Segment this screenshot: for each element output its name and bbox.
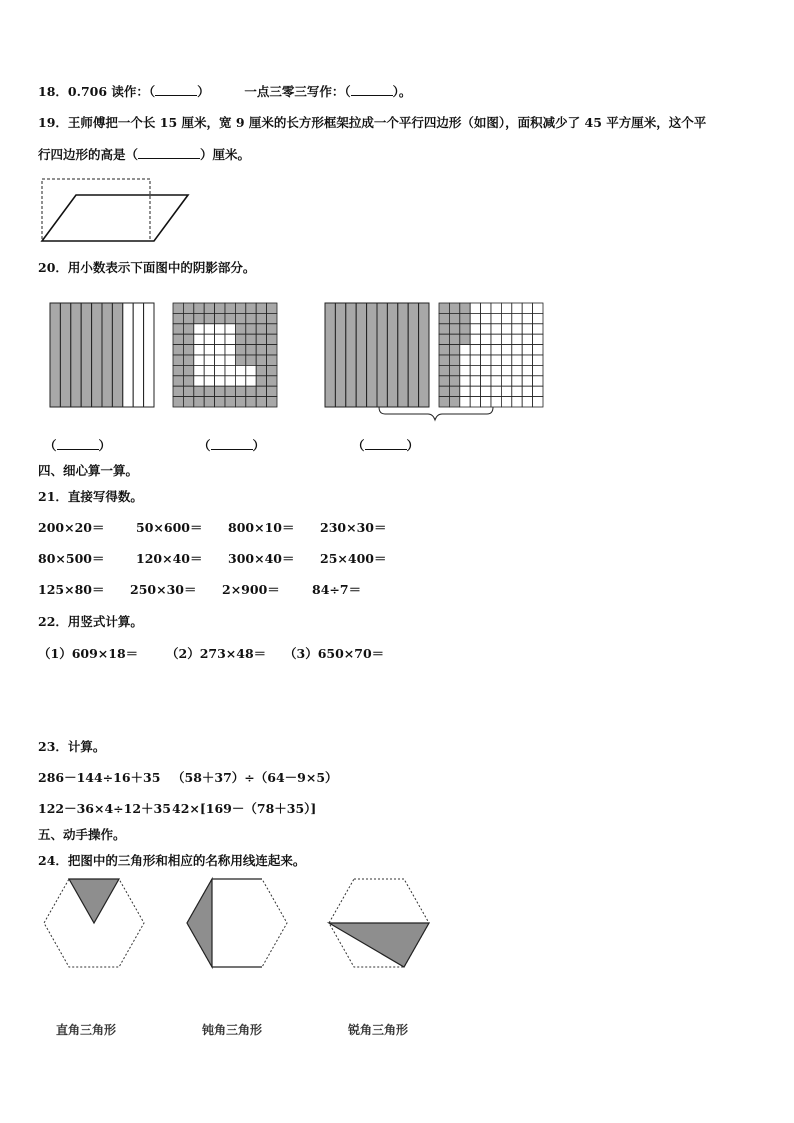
label-right-triangle[interactable]: 直角三角形: [56, 1023, 117, 1037]
grid-cell: [204, 313, 214, 323]
grid-cell: [470, 324, 480, 334]
grid-cell: [460, 365, 470, 375]
grid-cell: [449, 365, 459, 375]
strip-cell: [387, 303, 397, 407]
hexagon-figure-3: [323, 875, 435, 975]
grid-cell: [246, 386, 256, 396]
q21-row3-item4: 84÷7＝: [312, 582, 362, 597]
grid-cell: [512, 397, 522, 407]
grid-cell: [522, 386, 532, 396]
grid-cell: [491, 365, 501, 375]
grid-cell: [173, 376, 183, 386]
grid-cell: [183, 334, 193, 344]
grid-cell: [225, 397, 235, 407]
grid-cell: [491, 376, 501, 386]
grid-cell: [501, 345, 511, 355]
grid-cell: [491, 397, 501, 407]
q23-row2-item1: 122－36×4÷12＋35: [38, 801, 171, 816]
grid-cell: [522, 355, 532, 365]
grid-cell: [460, 376, 470, 386]
grid-cell: [470, 334, 480, 344]
grid-cell: [460, 386, 470, 396]
grid-cell: [533, 324, 543, 334]
grid-cell: [522, 334, 532, 344]
grid-cell: [512, 355, 522, 365]
question-24: 24．把图中的三角形和相应的名称用线连起来。: [38, 853, 306, 868]
grid-cell: [173, 365, 183, 375]
paren-open: （: [352, 438, 365, 453]
q21-row1-item4: 230×30＝: [320, 520, 387, 535]
grid-cell: [235, 313, 245, 323]
grid-cell: [533, 376, 543, 386]
grid-cell: [267, 313, 277, 323]
grid-cell: [522, 397, 532, 407]
grid-cell: [449, 355, 459, 365]
grid-cell: [215, 324, 225, 334]
shaded-triangle: [187, 879, 212, 967]
q21-row1-item3: 800×10＝: [228, 520, 295, 535]
q18-number: 18．: [38, 84, 68, 99]
grid-cell: [533, 334, 543, 344]
grid-cell: [491, 334, 501, 344]
shaded-triangle: [69, 879, 119, 923]
strip-cell: [356, 303, 366, 407]
grid-cell: [491, 345, 501, 355]
strip-cell: [408, 303, 418, 407]
grid-cell: [522, 303, 532, 313]
paren-open: （: [198, 438, 211, 453]
grid-cell: [501, 386, 511, 396]
q18-blank-1[interactable]: [155, 83, 197, 96]
grid-cell: [449, 345, 459, 355]
grid-cell: [481, 313, 491, 323]
grid-cell: [481, 303, 491, 313]
grid-cell: [491, 355, 501, 365]
grid-cell: [449, 324, 459, 334]
section-4-heading: 四、细心算一算。: [38, 463, 139, 478]
grid-cell: [501, 324, 511, 334]
q19-line2-start: 行四边形的高是（: [38, 147, 139, 162]
q21-row2-item3: 300×40＝: [228, 551, 295, 566]
grid-cell: [173, 386, 183, 396]
paren-close: ）: [252, 438, 266, 453]
grid-cell: [267, 397, 277, 407]
q23-row1-item2: （58＋37）÷（64－9×5）: [172, 770, 338, 785]
grid-cell: [501, 313, 511, 323]
grid-cell: [204, 376, 214, 386]
hexagon-figure-1: [38, 875, 150, 975]
grid-cell: [235, 376, 245, 386]
grid-cell: [449, 376, 459, 386]
grid-cell: [267, 334, 277, 344]
grid-cell: [522, 345, 532, 355]
grid-cell: [235, 345, 245, 355]
label-obtuse-triangle[interactable]: 钝角三角形: [202, 1023, 263, 1037]
grid-cell: [267, 376, 277, 386]
grid-cell: [439, 386, 449, 396]
grid-cell: [533, 397, 543, 407]
grid-cell: [470, 397, 480, 407]
grid-cell: [256, 355, 266, 365]
grid-cell: [267, 386, 277, 396]
grid-cell: [215, 397, 225, 407]
grid-cell: [225, 324, 235, 334]
grid-cell: [246, 313, 256, 323]
q18-part1-end: ）: [197, 84, 210, 99]
question-19-line1: 19．王师傅把一个长 15 厘米，宽 9 厘米的长方形框架拉成一个平行四边形（如图），面积减少了 45 平方厘米，这个平: [38, 115, 707, 130]
grid-cell: [512, 376, 522, 386]
grid-cell: [183, 386, 193, 396]
q21-row1-item1: 200×20＝: [38, 520, 105, 535]
q22-item-1: （1）609×18＝: [38, 646, 139, 661]
grid-cell: [246, 397, 256, 407]
grid-cell: [183, 376, 193, 386]
grid-cell: [481, 334, 491, 344]
grid-cell: [256, 313, 266, 323]
grid-cell: [267, 365, 277, 375]
grid-cell: [215, 376, 225, 386]
grid-cell: [225, 386, 235, 396]
grid-cell: [173, 345, 183, 355]
grid-cell: [439, 324, 449, 334]
grid-cell: [439, 345, 449, 355]
q21-row2-item4: 25×400＝: [320, 551, 387, 566]
grid-cell: [460, 324, 470, 334]
grid-cell: [501, 376, 511, 386]
strip-cell: [60, 303, 70, 407]
grid-cell: [225, 365, 235, 375]
q18-part2-end: ）。: [392, 84, 412, 99]
grid-cell: [470, 355, 480, 365]
grid-cell: [173, 355, 183, 365]
grid-cell: [449, 313, 459, 323]
grid-cell: [470, 345, 480, 355]
grid-cell: [183, 303, 193, 313]
grid-cell: [183, 345, 193, 355]
q19-line2-end: ）厘米。: [200, 147, 251, 162]
question-20: 20．用小数表示下面图中的阴影部分。: [38, 260, 256, 275]
strip-cell: [133, 303, 143, 407]
grid-cell: [246, 376, 256, 386]
decimal-mixed-figure-3: [323, 301, 549, 423]
grid-cell: [183, 355, 193, 365]
strip-cell: [367, 303, 377, 407]
grid-cell: [512, 313, 522, 323]
grid-cell: [235, 303, 245, 313]
strip-cell: [398, 303, 408, 407]
brace: [379, 407, 493, 420]
strip-cell: [81, 303, 91, 407]
q20-blank-1[interactable]: [57, 437, 99, 450]
strip-cell: [92, 303, 102, 407]
grid-cell: [512, 324, 522, 334]
grid-cell: [522, 365, 532, 375]
grid-cell: [246, 334, 256, 344]
grid-cell: [481, 365, 491, 375]
grid-cell: [204, 365, 214, 375]
strip-cell: [144, 303, 154, 407]
grid-cell: [501, 397, 511, 407]
grid-cell: [225, 303, 235, 313]
grid-cell: [460, 397, 470, 407]
grid-cell: [215, 303, 225, 313]
grid-cell: [256, 303, 266, 313]
grid-cell: [460, 334, 470, 344]
grid-cell: [225, 313, 235, 323]
grid-cell: [235, 365, 245, 375]
hexagon-figure-2: [181, 875, 293, 975]
grid-cell: [256, 324, 266, 334]
grid-cell: [512, 365, 522, 375]
grid-cell: [256, 334, 266, 344]
decimal-grid-figure-2: [171, 301, 281, 411]
grid-cell: [246, 324, 256, 334]
decimal-strip-figure-1: [48, 301, 158, 411]
q20-answer-3: [352, 437, 419, 454]
strip-cell: [419, 303, 429, 407]
grid-cell: [183, 365, 193, 375]
grid-cell: [173, 313, 183, 323]
q20-blank-3[interactable]: [365, 437, 407, 450]
question-23: 23．计算。: [38, 739, 106, 754]
q20-answer-1: [44, 437, 111, 454]
grid-cell: [246, 355, 256, 365]
grid-cell: [439, 376, 449, 386]
grid-cell: [481, 324, 491, 334]
grid-cell: [246, 345, 256, 355]
grid-cell: [491, 313, 501, 323]
q18-blank-2[interactable]: [351, 83, 393, 96]
grid-cell: [501, 303, 511, 313]
grid-cell: [501, 334, 511, 344]
grid-cell: [533, 365, 543, 375]
dashed-rectangle: [42, 179, 150, 241]
q20-blank-2[interactable]: [211, 437, 253, 450]
grid-cell: [481, 397, 491, 407]
grid-cell: [204, 334, 214, 344]
grid-cell: [533, 355, 543, 365]
grid-cell: [215, 355, 225, 365]
grid-cell: [439, 397, 449, 407]
grid-cell: [194, 345, 204, 355]
grid-cell: [235, 397, 245, 407]
grid-cell: [481, 386, 491, 396]
grid-cell: [256, 397, 266, 407]
q18-part1: 0.706 读作：（: [67, 84, 156, 99]
q22-item-2: （2）273×48＝: [166, 646, 267, 661]
grid-cell: [194, 355, 204, 365]
grid-cell: [225, 376, 235, 386]
grid-cell: [194, 324, 204, 334]
grid-cell: [215, 313, 225, 323]
parallelogram: [42, 195, 188, 241]
grid-cell: [501, 355, 511, 365]
strip-cell: [377, 303, 387, 407]
grid-cell: [501, 365, 511, 375]
grid-cell: [439, 355, 449, 365]
grid-cell: [512, 345, 522, 355]
q21-row2-item2: 120×40＝: [136, 551, 203, 566]
grid-cell: [470, 303, 480, 313]
grid-cell: [470, 365, 480, 375]
grid-cell: [439, 313, 449, 323]
q21-row1-item2: 50×600＝: [136, 520, 203, 535]
grid-cell: [235, 355, 245, 365]
strip-cell: [71, 303, 81, 407]
grid-cell: [439, 334, 449, 344]
q18-part2: 一点三零三写作：（: [244, 84, 351, 99]
grid-cell: [460, 303, 470, 313]
grid-cell: [215, 334, 225, 344]
grid-cell: [215, 365, 225, 375]
grid-cell: [481, 355, 491, 365]
question-21: 21．直接写得数。: [38, 489, 143, 504]
grid-cell: [522, 376, 532, 386]
grid-cell: [225, 355, 235, 365]
grid-cell: [204, 355, 214, 365]
paren-open: （: [44, 438, 57, 453]
q22-item-3: （3）650×70＝: [284, 646, 385, 661]
strip-cell: [123, 303, 133, 407]
grid-cell: [225, 334, 235, 344]
strip-cell: [335, 303, 345, 407]
grid-cell: [204, 303, 214, 313]
grid-cell: [460, 313, 470, 323]
q19-blank[interactable]: [138, 146, 200, 159]
parallelogram-figure: [36, 174, 196, 246]
grid-cell: [204, 324, 214, 334]
grid-cell: [256, 345, 266, 355]
q21-row3-item2: 250×30＝: [130, 582, 197, 597]
q21-row3-item3: 2×900＝: [222, 582, 280, 597]
grid-cell: [204, 397, 214, 407]
grid-cell: [491, 386, 501, 396]
grid-cell: [481, 345, 491, 355]
q21-row3-item1: 125×80＝: [38, 582, 105, 597]
paren-close: ）: [98, 438, 112, 453]
shaded-triangle: [329, 923, 429, 967]
grid-cell: [533, 303, 543, 313]
grid-cell: [256, 365, 266, 375]
strip-cell: [50, 303, 60, 407]
q23-row1-item1: 286－144÷16＋35: [38, 770, 161, 785]
question-19-line2: [38, 146, 250, 163]
grid-cell: [246, 365, 256, 375]
grid-cell: [215, 386, 225, 396]
grid-cell: [533, 386, 543, 396]
grid-cell: [194, 313, 204, 323]
grid-cell: [235, 334, 245, 344]
grid-cell: [449, 386, 459, 396]
grid-cell: [173, 334, 183, 344]
grid-cell: [194, 365, 204, 375]
grid-cell: [491, 324, 501, 334]
grid-cell: [173, 303, 183, 313]
grid-cell: [267, 303, 277, 313]
strip-cell: [112, 303, 122, 407]
grid-cell: [481, 376, 491, 386]
grid-cell: [194, 397, 204, 407]
strip-cell: [346, 303, 356, 407]
grid-cell: [256, 376, 266, 386]
grid-cell: [512, 386, 522, 396]
grid-cell: [173, 324, 183, 334]
grid-cell: [512, 303, 522, 313]
q23-row2-item2: 42×[169－（78＋35）]: [172, 801, 317, 816]
question-18: [38, 83, 411, 100]
grid-cell: [235, 324, 245, 334]
question-22: 22．用竖式计算。: [38, 614, 143, 629]
q20-answer-2: [198, 437, 265, 454]
grid-cell: [225, 345, 235, 355]
grid-cell: [439, 303, 449, 313]
grid-cell: [449, 397, 459, 407]
grid-cell: [204, 386, 214, 396]
grid-cell: [183, 397, 193, 407]
grid-cell: [460, 345, 470, 355]
paren-close: ）: [406, 438, 420, 453]
grid-cell: [215, 345, 225, 355]
grid-cell: [512, 334, 522, 344]
grid-cell: [491, 303, 501, 313]
grid-cell: [235, 386, 245, 396]
grid-cell: [522, 324, 532, 334]
grid-cell: [194, 303, 204, 313]
grid-cell: [194, 376, 204, 386]
grid-cell: [267, 324, 277, 334]
grid-cell: [533, 313, 543, 323]
grid-cell: [183, 324, 193, 334]
grid-cell: [173, 397, 183, 407]
label-acute-triangle[interactable]: 锐角三角形: [348, 1023, 409, 1037]
grid-cell: [267, 355, 277, 365]
grid-cell: [470, 313, 480, 323]
grid-cell: [470, 386, 480, 396]
grid-cell: [267, 345, 277, 355]
strip-cell: [102, 303, 112, 407]
grid-cell: [460, 355, 470, 365]
grid-cell: [256, 386, 266, 396]
grid-cell: [194, 386, 204, 396]
grid-cell: [449, 334, 459, 344]
q21-row2-item1: 80×500＝: [38, 551, 105, 566]
grid-cell: [439, 365, 449, 375]
grid-cell: [470, 376, 480, 386]
grid-cell: [449, 303, 459, 313]
grid-cell: [246, 303, 256, 313]
grid-cell: [194, 334, 204, 344]
grid-cell: [533, 345, 543, 355]
section-5-heading: 五、动手操作。: [38, 827, 126, 842]
strip-cell: [325, 303, 335, 407]
grid-cell: [204, 345, 214, 355]
grid-cell: [183, 313, 193, 323]
grid-cell: [522, 313, 532, 323]
